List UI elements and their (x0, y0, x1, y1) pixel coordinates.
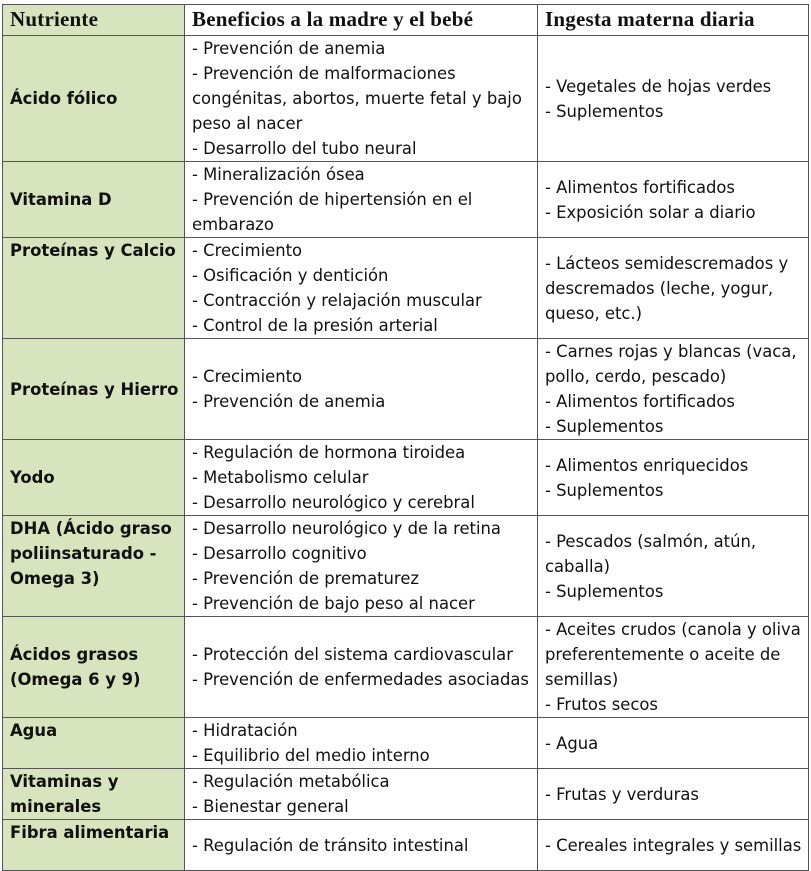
benefit-item: - Desarrollo del tubo neural (192, 139, 417, 158)
table-row (3, 769, 809, 820)
benefits-cell (185, 339, 538, 440)
benefit-item: - Prevención de malformaciones congénitas, abortos, muerte fetal y bajo peso al nacer (192, 64, 522, 133)
benefit-item: - Regulación de hormona tiroidea (192, 443, 466, 462)
nutrient-cell: Agua (3, 718, 185, 769)
table-row (3, 820, 809, 871)
intake-cell (538, 36, 809, 162)
table-row (3, 339, 809, 440)
benefit-item: - Prevención de prematurez (192, 569, 420, 588)
nutrient-cell: Ácido fólico (3, 36, 185, 162)
benefit-item: - Regulación de tránsito intestinal (192, 835, 469, 855)
header-ingesta: Ingesta materna diaria (538, 5, 809, 36)
intake-item: - Agua (545, 733, 599, 753)
intake-cell (538, 617, 809, 718)
benefits-cell (185, 617, 538, 718)
benefit-item: - Bienestar general (192, 797, 349, 816)
benefits-cell (185, 440, 538, 516)
intake-cell (538, 162, 809, 238)
benefits-cell (185, 769, 538, 820)
benefit-item: - Regulación metabólica (192, 772, 390, 791)
table-row (3, 238, 809, 339)
intake-cell (538, 820, 809, 871)
benefits-cell (185, 36, 538, 162)
intake-cell (538, 516, 809, 617)
nutrient-cell: Vitamina D (3, 162, 185, 238)
intake-item: - Suplementos (545, 581, 664, 601)
table-row (3, 162, 809, 238)
benefit-item: - Prevención de enfermedades asociadas (192, 670, 529, 689)
nutrient-cell: Vitaminas y minerales (3, 769, 185, 820)
header-row (3, 5, 809, 36)
intake-item: - Cereales integrales y semillas (545, 835, 802, 855)
intake-item: - Suplementos (545, 417, 664, 436)
intake-item: - Pescados (salmón, atún, caballa) (545, 531, 757, 576)
benefit-item: - Prevención de bajo peso al nacer (192, 594, 475, 613)
nutrient-cell: Ácidos grasos (Omega 6 y 9) (3, 617, 185, 718)
benefits-cell (185, 516, 538, 617)
benefit-item: - Crecimiento (192, 367, 303, 386)
intake-item: - Carnes rojas y blancas (vaca, pollo, cerdo, pescado) (545, 342, 797, 386)
benefit-item: - Crecimiento (192, 241, 303, 260)
nutrient-cell: Proteínas y Hierro (3, 339, 185, 440)
benefit-item: - Osificación y dentición (192, 266, 389, 285)
intake-item: - Alimentos fortificados (545, 392, 735, 411)
intake-cell (538, 769, 809, 820)
benefits-cell (185, 718, 538, 769)
intake-item: - Alimentos fortificados (545, 177, 735, 197)
intake-item: - Suplementos (545, 480, 664, 500)
intake-item: - Aceites crudos (canola y oliva preferentemente o aceite de semillas) (545, 620, 801, 689)
intake-item: - Lácteos semidescremados y descremados (leche, yogur, queso, etc.) (545, 253, 789, 323)
nutrition-table (2, 4, 809, 871)
intake-item: - Frutas y verduras (545, 784, 699, 804)
nutrient-cell: Fibra alimentaria (3, 820, 185, 871)
intake-item: - Frutos secos (545, 695, 658, 714)
table-row (3, 718, 809, 769)
benefits-cell (185, 238, 538, 339)
table-row (3, 36, 809, 162)
intake-item: - Suplementos (545, 101, 664, 121)
intake-item: - Exposición solar a diario (545, 202, 756, 222)
benefit-item: - Mineralización ósea (192, 165, 365, 184)
nutrient-cell: DHA (Ácido graso poliinsaturado - Omega 3) (3, 516, 185, 617)
benefit-item: - Equilibrio del medio interno (192, 746, 430, 765)
benefit-item: - Desarrollo neurológico y cerebral (192, 493, 475, 512)
benefits-cell (185, 162, 538, 238)
intake-cell (538, 238, 809, 339)
table-row (3, 516, 809, 617)
header-beneficios: Beneficios a la madre y el bebé (185, 5, 538, 36)
benefit-item: - Prevención de hipertensión en el embarazo (192, 190, 473, 234)
nutrient-cell: Yodo (3, 440, 185, 516)
table-body (3, 36, 809, 871)
benefit-item: - Prevención de anemia (192, 39, 386, 58)
intake-cell (538, 718, 809, 769)
intake-cell (538, 339, 809, 440)
nutrient-cell: Proteínas y Calcio (3, 238, 185, 339)
benefit-item: - Desarrollo cognitivo (192, 544, 367, 563)
intake-cell (538, 440, 809, 516)
table-row (3, 440, 809, 516)
benefit-item: - Metabolismo celular (192, 468, 369, 487)
benefit-item: - Contracción y relajación muscular (192, 291, 482, 310)
benefit-item: - Protección del sistema cardiovascular (192, 645, 513, 664)
benefit-item: - Desarrollo neurológico y de la retina (192, 519, 501, 538)
benefit-item: - Prevención de anemia (192, 392, 386, 411)
intake-item: - Vegetales de hojas verdes (545, 76, 772, 96)
intake-item: - Alimentos enriquecidos (545, 455, 749, 475)
benefits-cell (185, 820, 538, 871)
header-nutriente: Nutriente (3, 5, 185, 36)
table-row (3, 617, 809, 718)
benefit-item: - Hidratación (192, 721, 298, 740)
benefit-item: - Control de la presión arterial (192, 316, 438, 335)
